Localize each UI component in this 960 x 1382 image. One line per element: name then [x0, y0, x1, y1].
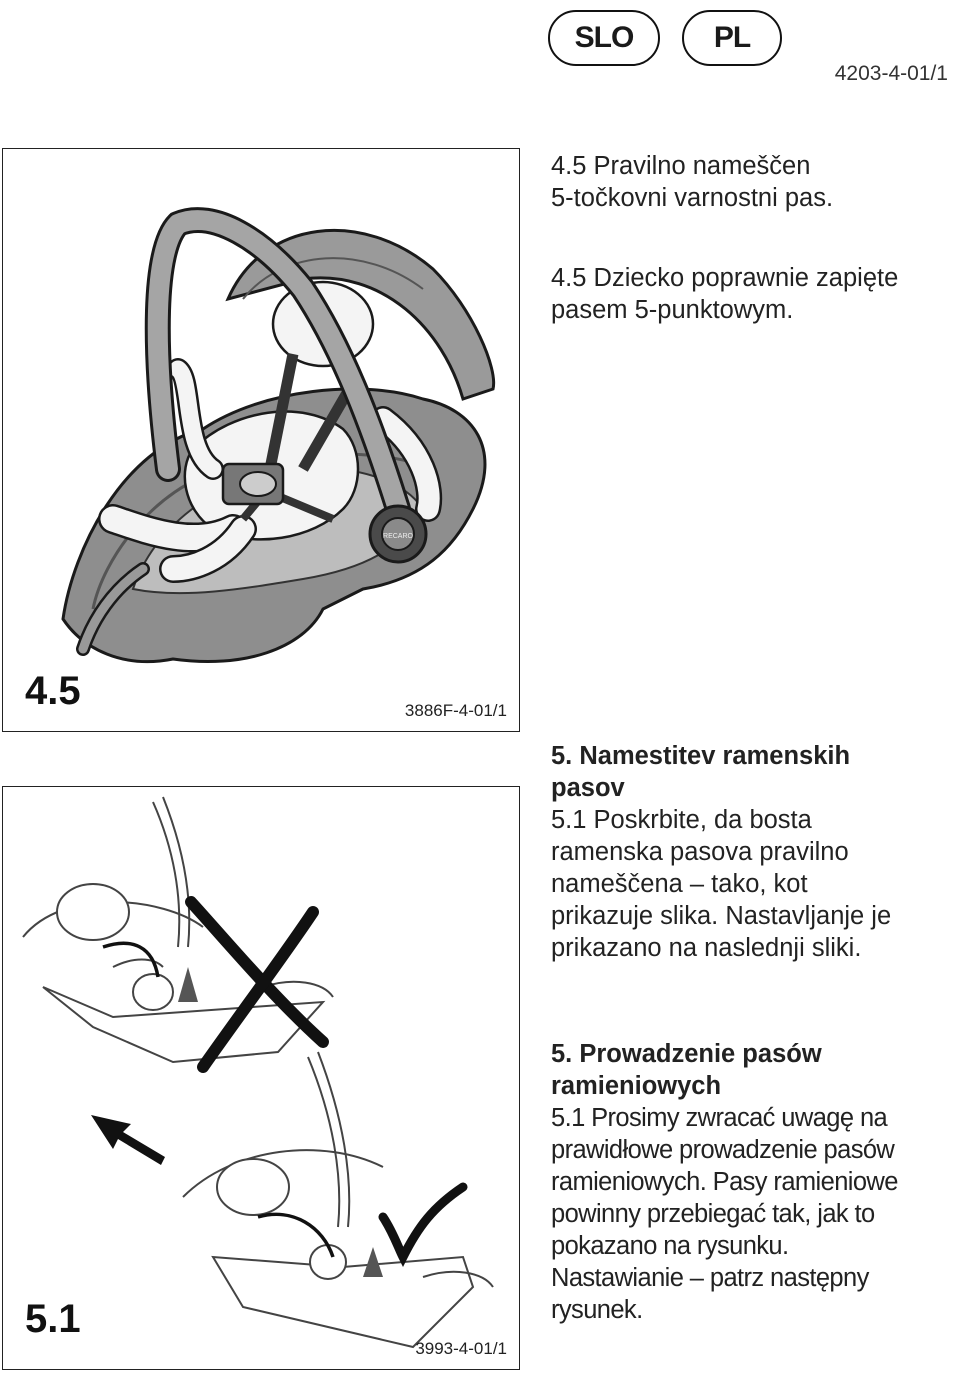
- text-line: 4.5 Pravilno nameščen: [551, 152, 811, 180]
- figure-4-5: [2, 148, 520, 732]
- text-line: 5.1 Poskrbite, da bosta: [551, 806, 812, 834]
- text-line: rysunek.: [551, 1296, 643, 1324]
- document-code: 4203-4-01/1: [834, 62, 948, 85]
- section-5-slo: [551, 740, 953, 964]
- brand-logo-text: RECARO: [383, 533, 413, 540]
- section-heading: pasov: [551, 774, 625, 802]
- text-line: ramenska pasova pravilno: [551, 838, 849, 866]
- section-heading: ramieniowych: [551, 1072, 722, 1100]
- text-line: nameščena – tako, kot: [551, 870, 808, 898]
- shoulder-strap-illustration: [3, 787, 520, 1370]
- language-badge-slo: SLO: [548, 10, 660, 66]
- section-4-5-slo: [551, 150, 953, 214]
- text-line: pasem 5-punktowym.: [551, 296, 794, 324]
- text-line: 5-točkovni varnostni pas.: [551, 184, 834, 212]
- car-seat-illustration: [3, 149, 520, 732]
- section-heading: 5. Prowadzenie pasów: [551, 1040, 822, 1068]
- text-line: prikazano na naslednji sliki.: [551, 934, 862, 962]
- figure-code-5-1: 3993-4-01/1: [415, 1339, 507, 1358]
- figure-label-4-5: 4.5: [25, 669, 81, 713]
- text-line: prawidłowe prowadzenie pasów: [551, 1136, 895, 1164]
- figure-5-1: [2, 786, 520, 1370]
- section-5-pl: [551, 1038, 953, 1326]
- text-line: 5.1 Prosimy zwracać uwagę na: [551, 1104, 888, 1132]
- text-line: Nastawianie – patrz następny: [551, 1264, 869, 1292]
- section-heading: 5. Namestitev ramenskih: [551, 742, 851, 770]
- text-line: powinny przebiegać tak, jak to: [551, 1200, 875, 1228]
- figure-label-5-1: 5.1: [25, 1297, 81, 1341]
- text-line: ramieniowych. Pasy ramieniowe: [551, 1168, 898, 1196]
- text-line: 4.5 Dziecko poprawnie zapięte: [551, 264, 899, 292]
- text-line: pokazano na rysunku.: [551, 1232, 789, 1260]
- section-4-5-pl: [551, 262, 953, 326]
- language-badge-pl: PL: [682, 10, 782, 66]
- figure-code-4-5: 3886F-4-01/1: [404, 701, 507, 720]
- text-line: prikazuje slika. Nastavljanje je: [551, 902, 892, 930]
